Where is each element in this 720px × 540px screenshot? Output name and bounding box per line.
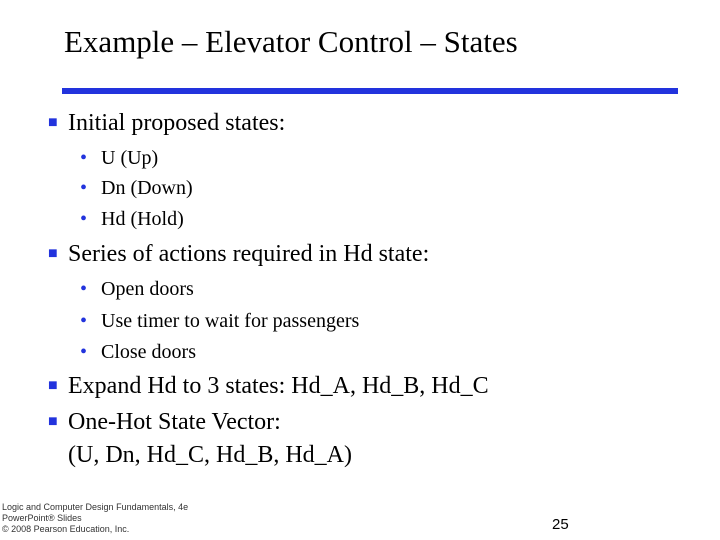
dot-bullet-icon: • [80,177,88,199]
bullet-text: Series of actions required in Hd state: [68,241,430,267]
footer-book-title: Logic and Computer Design Fundamentals, 4e [2,502,189,512]
dot-bullet-icon: • [80,341,88,363]
dot-bullet-icon: • [80,310,88,332]
dot-bullet-icon: • [80,208,88,230]
copyright-footer [2,502,188,535]
slide-title: Example – Elevator Control – States [64,24,518,59]
dot-bullet-icon: • [80,147,88,169]
dot-bullet-icon: • [80,278,88,300]
one-hot-vector: (U, Dn, Hd_C, Hd_B, Hd_A) [68,442,352,468]
square-bullet-icon: ■ [48,413,58,430]
sub-bullet-text: Hd (Hold) [101,208,184,230]
bullet-hold-actions [48,239,429,269]
bullet-initial-states [48,108,285,138]
sub-bullet-hold [80,206,184,232]
sub-bullet-text: Open doors [101,278,194,300]
sub-bullet-open-doors [80,276,194,302]
bullet-text: Initial proposed states: [68,110,286,136]
sub-bullet-timer [80,308,359,334]
footer-slides-label: PowerPoint® Slides [2,513,82,523]
sub-bullet-close-doors [80,339,196,365]
bullet-text: One-Hot State Vector: [68,409,281,435]
square-bullet-icon: ■ [48,114,58,131]
page-number: 25 [552,516,569,533]
sub-bullet-text: Dn (Down) [101,177,193,199]
footer-copyright: © 2008 Pearson Education, Inc. [2,524,130,534]
sub-bullet-text: U (Up) [101,147,159,169]
bullet-expand-hd [48,371,489,401]
bullet-text: Expand Hd to 3 states: Hd_A, Hd_B, Hd_C [68,373,489,399]
sub-bullet-down [80,175,193,201]
sub-bullet-up [80,145,158,171]
square-bullet-icon: ■ [48,245,58,262]
sub-bullet-text: Close doors [101,341,196,363]
square-bullet-icon: ■ [48,377,58,394]
sub-bullet-text: Use timer to wait for passengers [101,310,360,332]
bullet-one-hot [48,407,281,437]
title-underline [62,88,678,94]
